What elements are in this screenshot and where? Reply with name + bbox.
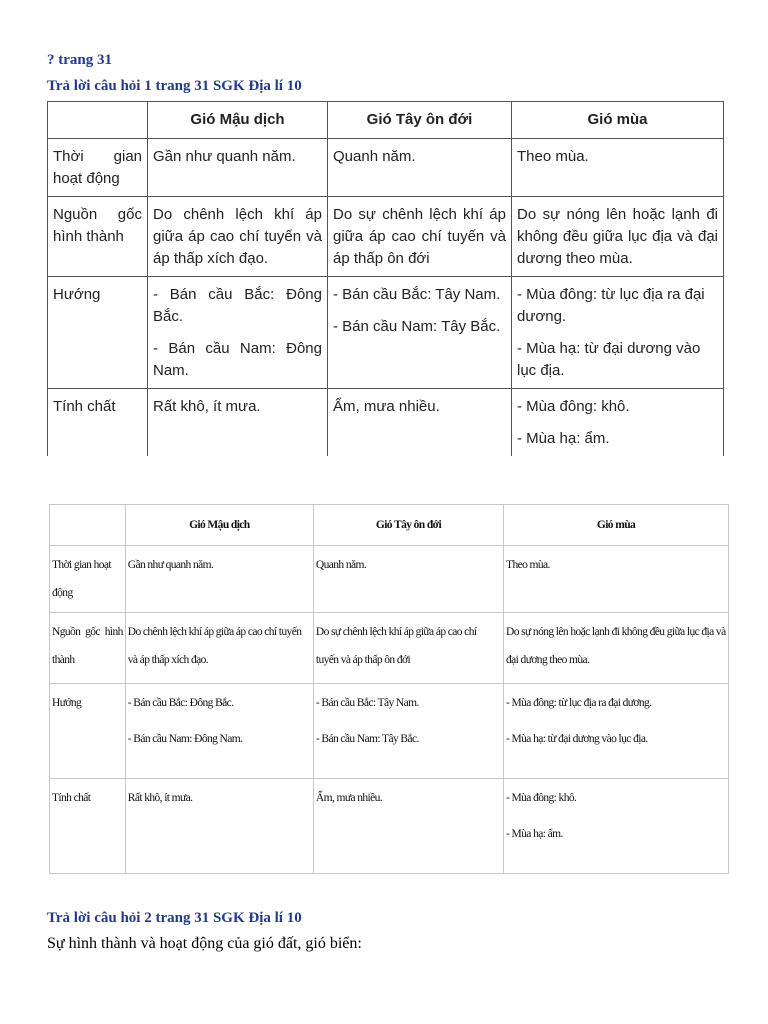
cell-text: Ẩm, mưa nhiều.: [333, 398, 440, 415]
cell-text: - Mùa đông: khô.: [517, 398, 630, 415]
cell-text: - Bán cầu Nam: Tây Bắc.: [315, 733, 419, 745]
header-monsoon: Gió mùa: [504, 505, 729, 546]
table-cell: [148, 277, 328, 389]
cell-text: Gần như quanh năm.: [153, 148, 296, 165]
cell-text: - Bán cầu Nam: Tây Bắc.: [333, 318, 501, 335]
table-cell: [328, 277, 512, 389]
cell-text: Rất khô, ít mưa.: [153, 398, 261, 415]
page-marker: ? trang 31: [47, 52, 112, 68]
table-cell: [328, 197, 512, 277]
cell-text: Theo mùa.: [506, 559, 550, 571]
cell-text: - Mùa đông: khô.: [506, 792, 577, 804]
table-cell: [148, 197, 328, 277]
table-cell: [125, 779, 313, 874]
question-2-text: Sự hình thành và hoạt động của gió đất, gió biển:: [47, 935, 362, 952]
table-row: [48, 389, 724, 457]
cell-text: Quanh năm.: [315, 559, 367, 571]
cell-text: - Mùa đông: từ lục địa ra đại dương.: [517, 286, 705, 325]
table-cell: [504, 613, 729, 684]
cell-text: Do sự chênh lệch khí áp giữa áp cao chí tuyến và áp thấp ôn đới: [333, 206, 506, 267]
header-empty: [48, 102, 148, 139]
cell-text: - Bán cầu Bắc: Tây Nam.: [315, 697, 419, 709]
cell-text: Do sự nóng lên hoặc lạnh đi không đều giữa lục địa và đại dương theo mùa.: [517, 206, 718, 267]
table-row: [48, 277, 724, 389]
cell-text: - Mùa hạ: ẩm.: [506, 828, 563, 840]
cell-text: - Bán cầu Nam: Đông Nam.: [153, 340, 322, 379]
cell-text: - Bán cầu Bắc: Đông Bắc.: [153, 286, 322, 325]
cell-text: Ẩm, mưa nhiều.: [315, 792, 383, 804]
table-cell: [313, 779, 503, 874]
cell-text: - Bán cầu Bắc: Tây Nam.: [333, 286, 501, 303]
cell-text: - Mùa hạ: ẩm.: [517, 430, 610, 447]
table-cell: [148, 139, 328, 197]
table-cell: [148, 389, 328, 457]
cell-text: Theo mùa.: [517, 148, 589, 165]
header-westerlies: Gió Tây ôn đới: [313, 505, 503, 546]
header-empty: [50, 505, 126, 546]
table-row: [48, 139, 724, 197]
row-label: Hướng: [50, 684, 126, 779]
table-row: [50, 546, 729, 613]
row-label: Tính chất: [48, 389, 148, 457]
table-cell: [328, 139, 512, 197]
table-cell: [313, 613, 503, 684]
table-row: [50, 613, 729, 684]
table-cell: [313, 684, 503, 779]
header-monsoon: Gió mùa: [512, 102, 724, 139]
table-cell: [512, 277, 724, 389]
table-row: [50, 779, 729, 874]
cell-text: - Mùa đông: từ lục địa ra đại dương.: [506, 697, 652, 709]
wind-comparison-table-sans: [47, 101, 724, 456]
cell-text: Quanh năm.: [333, 148, 416, 165]
table-cell: [512, 389, 724, 457]
cell-text: Do chênh lệch khí áp giữa áp cao chí tuyến và áp thấp xích đạo.: [153, 206, 322, 267]
table-cell: [504, 779, 729, 874]
table-cell: [313, 546, 503, 613]
table-cell: [512, 197, 724, 277]
cell-text: Rất khô, ít mưa.: [127, 792, 193, 804]
header-westerlies: Gió Tây ôn đới: [328, 102, 512, 139]
table-row: [50, 684, 729, 779]
cell-text: - Bán cầu Bắc: Đông Bắc.: [127, 697, 234, 709]
table-cell: [125, 613, 313, 684]
row-label: Thời gian hoạt động: [50, 546, 126, 613]
wind-comparison-table-serif: [49, 504, 729, 874]
question-2-title: Trả lời câu hỏi 2 trang 31 SGK Địa lí 10: [47, 910, 302, 926]
row-label: Thời gian hoạt động: [48, 139, 148, 197]
table-row: [48, 197, 724, 277]
cell-text: - Bán cầu Nam: Đông Nam.: [127, 733, 243, 745]
table-cell: [512, 139, 724, 197]
header-trade-wind: Gió Mậu dịch: [148, 102, 328, 139]
cell-text: - Mùa hạ: từ đại dương vào lục địa.: [506, 733, 648, 745]
cell-text: - Mùa hạ: từ đại dương vào lục địa.: [517, 340, 701, 379]
header-trade-wind: Gió Mậu dịch: [125, 505, 313, 546]
cell-text: Do sự nóng lên hoặc lạnh đi không đều giữa lục địa và đại dương theo mùa.: [506, 626, 726, 666]
row-label: Tính chất: [50, 779, 126, 874]
table-cell: [504, 546, 729, 613]
cell-text: Gần như quanh năm.: [127, 559, 214, 571]
question-1-title: Trả lời câu hỏi 1 trang 31 SGK Địa lí 10: [47, 78, 302, 94]
table-cell: [125, 546, 313, 613]
cell-text: Do sự chênh lệch khí áp giữa áp cao chí tuyến và áp thấp ôn đới: [315, 626, 477, 666]
table-cell: [328, 389, 512, 457]
table-cell: [125, 684, 313, 779]
table-header-row: [48, 102, 724, 139]
table-cell: [504, 684, 729, 779]
cell-text: Do chênh lệch khí áp giữa áp cao chí tuyến và áp thấp xích đạo.: [127, 626, 302, 666]
table-header-row: [50, 505, 729, 546]
row-label: Hướng: [48, 277, 148, 389]
row-label: Nguồn gốc hình thành: [48, 197, 148, 277]
row-label: Nguồn gốc hình thành: [50, 613, 126, 684]
